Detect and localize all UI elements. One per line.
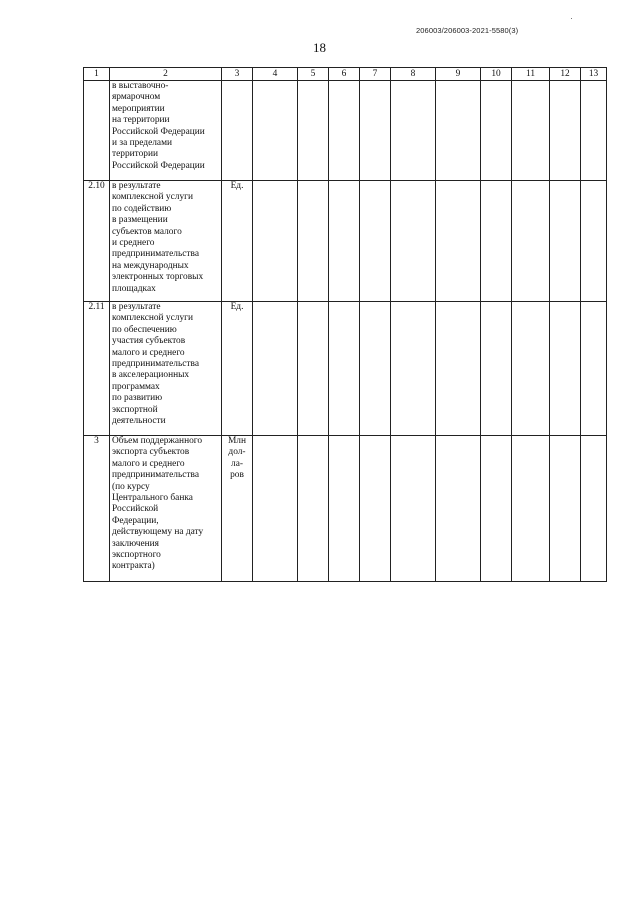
indicator-name-line: площадках (112, 283, 156, 294)
value-cell (481, 436, 512, 582)
value-cell (253, 81, 298, 181)
indicator-name-line: комплексной услуги (112, 192, 193, 203)
value-cell (391, 436, 436, 582)
indicator-name-line: по содействию (112, 203, 172, 214)
indicator-name-line: электронных торговых (112, 272, 204, 283)
row-number: 3 (84, 436, 110, 582)
indicator-name-line: малого и среднего (112, 347, 185, 358)
indicator-name-line: и среднего (112, 238, 155, 249)
indicator-name-line: субъектов малого (112, 226, 182, 237)
value-cell (253, 181, 298, 302)
unit-line: ров (230, 470, 244, 481)
indicator-name-line: предпринимательства (112, 470, 199, 481)
indicator-name-line: предпринимательства (112, 249, 199, 260)
indicator-name (110, 302, 222, 436)
indicator-name (110, 81, 222, 181)
value-cell (481, 181, 512, 302)
table-row (84, 302, 607, 436)
indicator-name-line: экспортного (112, 550, 161, 561)
value-cell (581, 302, 607, 436)
column-header: 12 (550, 68, 581, 81)
indicator-name-line: заключения (112, 538, 159, 549)
value-cell (436, 302, 481, 436)
value-cell (481, 81, 512, 181)
indicator-name-line: в результате (112, 181, 161, 191)
indicator-name-line: действующему на дату (112, 527, 204, 538)
value-cell (581, 181, 607, 302)
indicator-table (83, 67, 607, 582)
indicator-name-line: предпринимательства (112, 359, 199, 370)
indicator-name-line: комплексной услуги (112, 313, 193, 324)
unit-line: Млн (227, 436, 247, 446)
value-cell (512, 436, 550, 582)
indicator-name-line: в акселерационных (112, 370, 190, 381)
value-cell (253, 302, 298, 436)
indicator-name-line: на международных (112, 260, 189, 271)
indicator-name-line: мероприятии (112, 103, 165, 114)
indicator-name-line: Федерации, (112, 515, 159, 526)
indicator-name-line: экспорта субъектов (112, 447, 190, 458)
value-cell (436, 81, 481, 181)
unit-cell (222, 81, 253, 181)
row-number: 2.11 (84, 302, 110, 436)
value-cell (298, 181, 329, 302)
unit-line: дол- (228, 447, 246, 458)
indicator-name-line: программах (112, 381, 160, 392)
indicator-name-line: ярмарочном (112, 92, 161, 103)
indicator-name-line: Объем поддержанного (112, 436, 203, 446)
indicator-name-line: Российской Федерации (112, 126, 205, 137)
value-cell (298, 436, 329, 582)
value-cell (481, 302, 512, 436)
value-cell (329, 302, 360, 436)
unit-line: ла- (231, 458, 243, 469)
value-cell (329, 436, 360, 582)
value-cell (512, 81, 550, 181)
column-header: 9 (436, 68, 481, 81)
indicator-name-line: по развитию (112, 393, 163, 404)
value-cell (329, 81, 360, 181)
value-cell (360, 302, 391, 436)
value-cell (550, 302, 581, 436)
column-header: 13 (581, 68, 607, 81)
value-cell (360, 81, 391, 181)
value-cell (329, 181, 360, 302)
indicator-name-line: на территории (112, 115, 170, 126)
unit-cell (222, 436, 253, 582)
column-header: 4 (253, 68, 298, 81)
indicator-name-line: контракта) (112, 561, 155, 572)
value-cell (436, 436, 481, 582)
value-cell (360, 181, 391, 302)
unit-cell (222, 181, 253, 302)
page-number: 18 (313, 40, 326, 55)
column-header: 1 (84, 68, 110, 81)
value-cell (550, 81, 581, 181)
column-header: 3 (222, 68, 253, 81)
table-row (84, 181, 607, 302)
value-cell (360, 436, 391, 582)
indicator-name-line: по обеспечению (112, 324, 177, 335)
value-cell (581, 81, 607, 181)
indicator-name-line: экспортной (112, 404, 158, 415)
value-cell (512, 302, 550, 436)
value-cell (298, 302, 329, 436)
value-cell (581, 436, 607, 582)
indicator-name-line: Центрального банка (112, 493, 193, 504)
unit-line: Ед. (230, 302, 244, 312)
column-header: 6 (329, 68, 360, 81)
document-id: 206003/206003-2021-5580(3) (416, 26, 519, 35)
unit-line: Ед. (230, 181, 244, 191)
column-header: 5 (298, 68, 329, 81)
row-number (84, 81, 110, 181)
value-cell (391, 81, 436, 181)
scan-dot (571, 18, 572, 19)
indicator-name-line: Российской (112, 504, 159, 515)
column-header-row (84, 68, 607, 81)
value-cell (436, 181, 481, 302)
column-header: 11 (512, 68, 550, 81)
value-cell (298, 81, 329, 181)
indicator-name-line: в размещении (112, 215, 168, 226)
column-header: 7 (360, 68, 391, 81)
column-header: 8 (391, 68, 436, 81)
value-cell (550, 436, 581, 582)
indicator-name-line: участия субъектов (112, 336, 186, 347)
table-row (84, 81, 607, 181)
table-row (84, 436, 607, 582)
indicator-name-line: в результате (112, 302, 161, 312)
indicator-name-line: малого и среднего (112, 458, 185, 469)
unit-cell (222, 302, 253, 436)
indicator-name-line: (по курсу (112, 481, 150, 492)
indicator-name (110, 181, 222, 302)
row-number: 2.10 (84, 181, 110, 302)
indicator-name-line: Российской Федерации (112, 160, 205, 171)
value-cell (512, 181, 550, 302)
indicator-name (110, 436, 222, 582)
value-cell (253, 436, 298, 582)
indicator-name-line: деятельности (112, 416, 166, 427)
value-cell (550, 181, 581, 302)
indicator-name-line: в выставочно- (112, 81, 169, 91)
indicator-name-line: территории (112, 149, 159, 160)
value-cell (391, 181, 436, 302)
column-header: 10 (481, 68, 512, 81)
indicator-name-line: и за пределами (112, 138, 173, 149)
value-cell (391, 302, 436, 436)
column-header: 2 (110, 68, 222, 81)
